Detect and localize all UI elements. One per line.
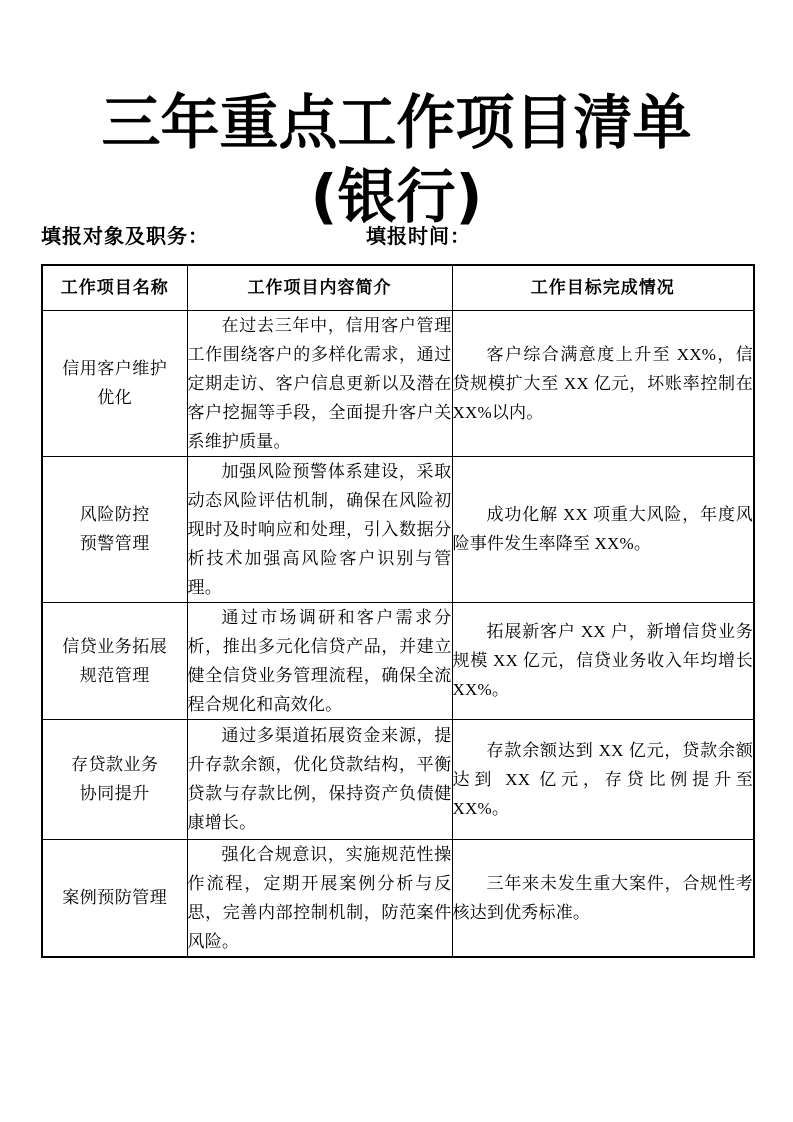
cell-project-name xyxy=(42,719,187,839)
project-name-line-1: 存贷款业务 xyxy=(71,755,159,774)
form-meta-row xyxy=(41,222,753,252)
goal-completion-text: 客户综合满意度上升至 XX%，信贷规模扩大至 XX 亿元，坏账率控制在 XX%以内。 xyxy=(452,344,753,422)
project-name-line-2: 优化 xyxy=(97,388,133,407)
goal-completion-text: 三年来未发生重大案件，合规性考核达到优秀标准。 xyxy=(452,873,753,922)
cell-goal-completion xyxy=(452,456,754,602)
project-description-text: 通过多渠道拓展资金来源，提升存款余额，优化贷款结构，平衡贷款与存款比例，保持资产负债健康增长。 xyxy=(187,726,452,832)
cell-goal-completion xyxy=(452,719,754,839)
project-description-text: 加强风险预警体系建设，采取动态风险评估机制，确保在风险初现时及时响应和处理，引入数据分析技术加强高风险客户识别与管理。 xyxy=(187,461,452,597)
cell-project-description xyxy=(187,839,452,957)
project-description-text: 强化合规意识，实施规范性操作流程，定期开展案例分析与反思，完善内部控制机制，防范案件风险。 xyxy=(187,844,452,951)
table-row xyxy=(42,602,754,719)
page-title-line-2: (银行) xyxy=(310,161,483,231)
report-date-label: 填报时间： xyxy=(366,226,471,248)
project-name-line-2: 规范管理 xyxy=(79,665,150,685)
header-goal-completion: 工作目标完成情况 xyxy=(452,265,754,310)
table-row xyxy=(42,456,754,602)
project-name-line-1: 信用客户维护 xyxy=(62,359,168,378)
page-title xyxy=(40,86,753,234)
table-row xyxy=(42,719,754,839)
project-name-line-2: 预警管理 xyxy=(79,534,150,553)
project-description-text: 通过市场调研和客户需求分析，推出多元化信贷产品，并建立健全信贷业务管理流程，确保全流程合规化和高效化。 xyxy=(187,607,452,714)
table-header-row xyxy=(42,265,754,310)
cell-project-name xyxy=(42,456,187,602)
cell-project-description xyxy=(187,456,452,602)
cell-project-description xyxy=(187,602,452,719)
cell-project-description xyxy=(187,310,452,456)
work-items-table-wrapper xyxy=(41,264,753,958)
project-description-text: 在过去三年中，信用客户管理工作围绕客户的多样化需求，通过定期走访、客户信息更新以及潜在客户挖掘等手段，全面提升客户关系维护质量。 xyxy=(187,315,452,451)
cell-project-description xyxy=(187,719,452,839)
cell-project-name xyxy=(42,310,187,456)
reporter-label: 填报对象及职务： xyxy=(41,226,209,248)
cell-project-name xyxy=(42,839,187,957)
project-name-line-2: 协同提升 xyxy=(79,784,150,803)
page-title-line-1: 三年重点工作项目清单 xyxy=(101,87,692,157)
goal-completion-text: 拓展新客户 XX 户，新增信贷业务规模 XX 亿元，信贷业务收入年均增长 XX%。 xyxy=(452,622,753,699)
table-row xyxy=(42,839,754,957)
goal-completion-text: 存款余额达到 XX 亿元，贷款余额达到 XX 亿元，存贷比例提升至 XX%。 xyxy=(452,740,753,818)
header-project-description: 工作项目内容简介 xyxy=(187,265,452,310)
project-name-line-1: 案例预防管理 xyxy=(62,888,168,907)
table-header xyxy=(42,265,754,310)
cell-goal-completion xyxy=(452,602,754,719)
cell-goal-completion xyxy=(452,310,754,456)
header-project-name: 工作项目名称 xyxy=(42,265,187,310)
goal-completion-text: 成功化解 XX 项重大风险，年度风险事件发生率降至 XX%。 xyxy=(452,505,753,553)
project-name-line-1: 风险防控 xyxy=(79,505,150,524)
table-row xyxy=(42,310,754,456)
cell-goal-completion xyxy=(452,839,754,957)
table-body xyxy=(42,310,754,957)
cell-project-name xyxy=(42,602,187,719)
work-items-table xyxy=(41,264,755,958)
project-name-line-1: 信贷业务拓展 xyxy=(62,636,168,656)
